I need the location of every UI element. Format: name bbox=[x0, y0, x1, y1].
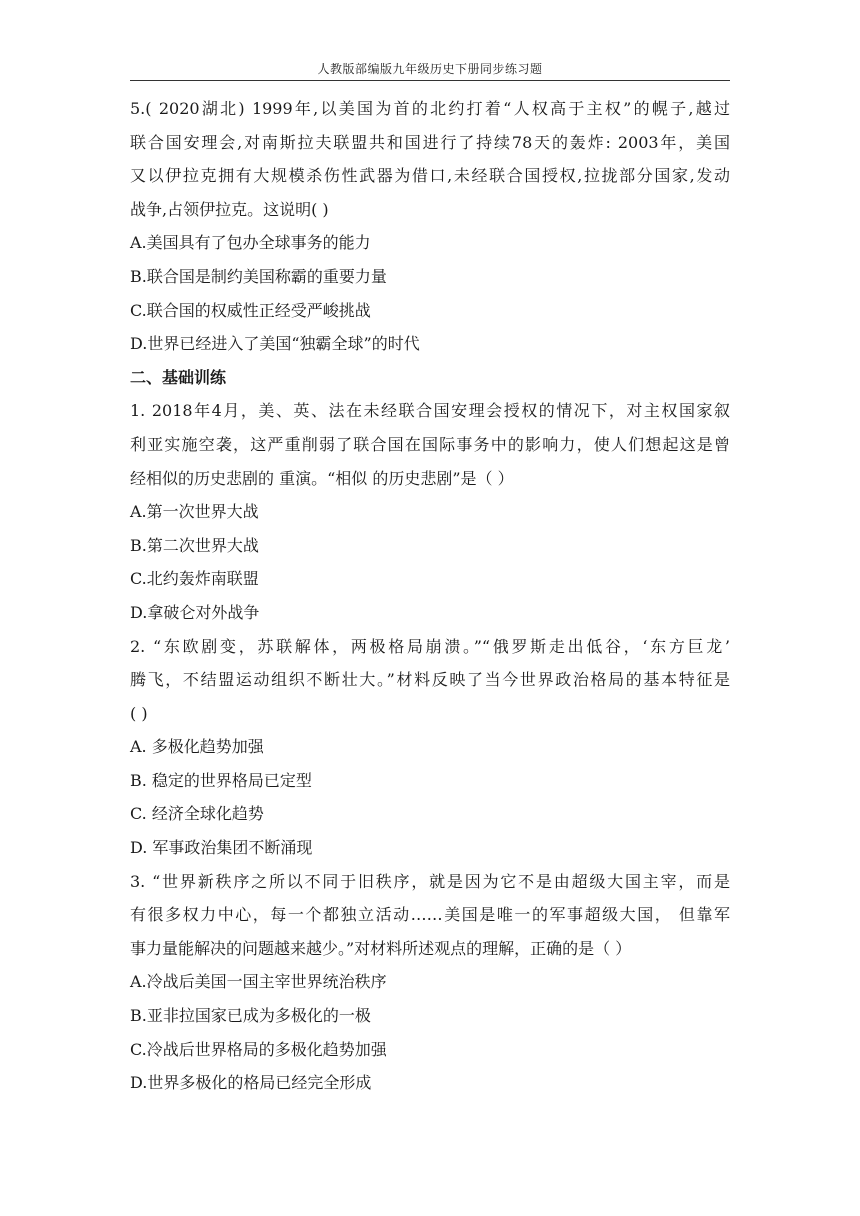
question-stem-line: 5.( 2020湖北) 1999年,以美国为首的北约打着“人权高于主权”的幌子,越过 bbox=[130, 99, 730, 118]
document-body bbox=[130, 92, 730, 1100]
option-d: D.拿破仑对外战争 bbox=[130, 602, 260, 622]
question-stem-line: 利亚实施空袭，这严重削弱了联合国在国际事务中的影响力，使人们想起这是曾 bbox=[130, 434, 730, 454]
option-c: C.冷战后世界格局的多极化趋势加强 bbox=[130, 1039, 387, 1059]
option-b: B.亚非拉国家已成为多极化的一极 bbox=[130, 1006, 371, 1026]
question-stem-line: 有很多权力中心，每一个都独立活动……美国是唯一的军事超级大国， 但靠军 bbox=[130, 905, 730, 925]
page-header: 人教版部编版九年级历史下册同步练习题 bbox=[317, 62, 543, 76]
option-a: A.美国具有了包办全球事务的能力 bbox=[130, 233, 371, 253]
option-a: A.冷战后美国一国主宰世界统治秩序 bbox=[130, 972, 387, 992]
option-a: A.第一次世界大战 bbox=[130, 502, 259, 522]
question-stem-line: 战争,占领伊拉克。这说明( ) bbox=[130, 199, 329, 219]
question-stem-line: 事力量能解决的问题越来越少。”对材料所述观点的理解，正确的是（ ） bbox=[130, 938, 632, 958]
question-stem-line: 又以伊拉克拥有大规模杀伤性武器为借口,未经联合国授权,拉拢部分国家,发动 bbox=[130, 166, 730, 186]
question-b3 bbox=[130, 865, 730, 1100]
option-a: A. 多极化趋势加强 bbox=[130, 737, 264, 757]
option-b: B. 稳定的世界格局已定型 bbox=[130, 770, 312, 790]
option-d: D. 军事政治集团不断涌现 bbox=[130, 838, 313, 858]
option-b: B.第二次世界大战 bbox=[130, 535, 259, 555]
option-c: C.北约轰炸南联盟 bbox=[130, 569, 259, 589]
question-stem-line: 联合国安理会,对南斯拉夫联盟共和国进行了持续78天的轰炸: 2003年，美国 bbox=[130, 132, 730, 152]
option-d: D.世界已经进入了美国“独霸全球”的时代 bbox=[130, 334, 420, 354]
option-c: C. 经济全球化趋势 bbox=[130, 804, 264, 824]
question-stem-line: 经相似的历史悲剧的 重演。“相似 的历史悲剧”是（ ） bbox=[130, 468, 514, 488]
header-divider bbox=[130, 80, 730, 81]
option-c: C.联合国的权威性正经受严峻挑战 bbox=[130, 300, 371, 320]
option-b: B.联合国是制约美国称霸的重要力量 bbox=[130, 266, 387, 286]
question-5 bbox=[130, 92, 730, 361]
question-b1 bbox=[130, 394, 730, 629]
question-stem-line: ( ) bbox=[130, 703, 148, 723]
question-stem-line: 2. “东欧剧变，苏联解体，两极格局崩溃。”“俄罗斯走出低谷，‘东方巨龙’ bbox=[130, 636, 730, 656]
question-stem-line: 1. 2018年4月，美、英、法在未经联合国安理会授权的情况下，对主权国家叙 bbox=[130, 401, 730, 421]
option-d: D.世界多极化的格局已经完全形成 bbox=[130, 1073, 372, 1093]
question-stem-line: 3. “世界新秩序之所以不同于旧秩序，就是因为它不是由超级大国主宰，而是 bbox=[130, 871, 730, 891]
question-b2 bbox=[130, 630, 730, 865]
question-stem-line: 腾飞，不结盟运动组织不断壮大。”材料反映了当今世界政治格局的基本特征是 bbox=[130, 670, 730, 690]
section-title: 二、基础训练 bbox=[130, 367, 227, 387]
